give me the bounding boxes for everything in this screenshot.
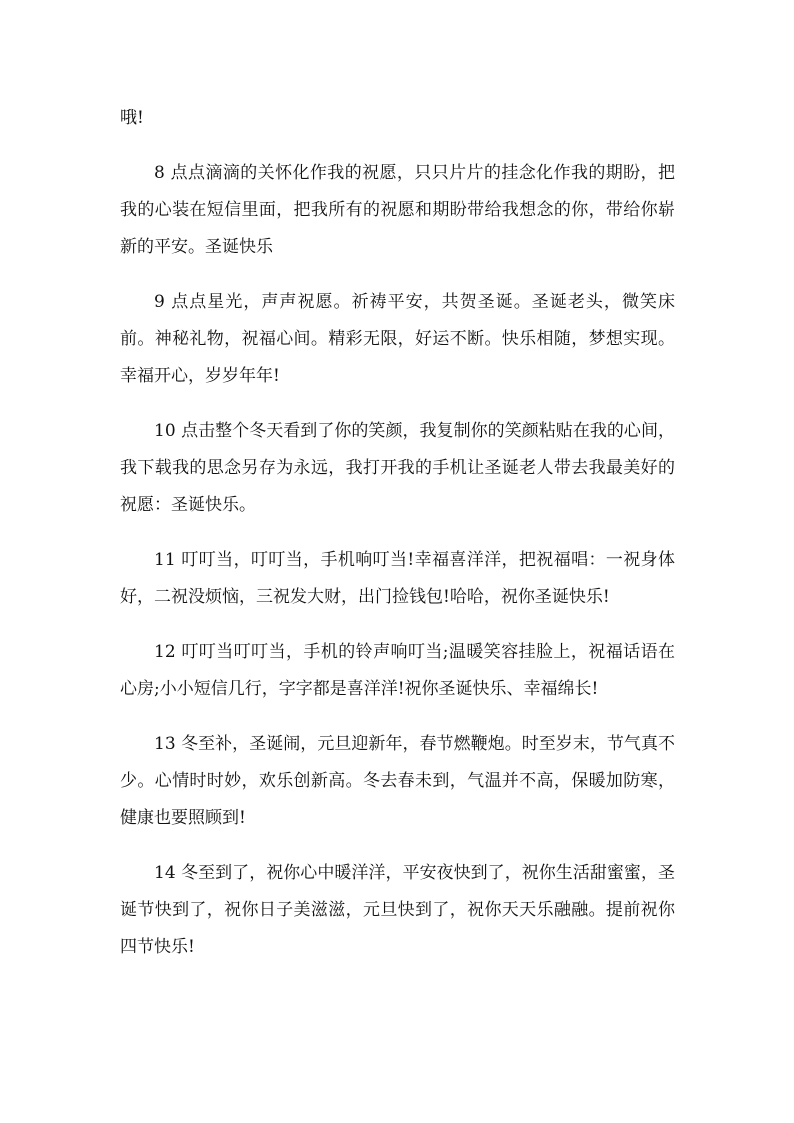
- paragraph-8: 8 点点滴滴的关怀化作我的祝愿，只只片片的挂念化作我的期盼，把我的心装在短信里面，把我所有的祝愿和期盼带给我想念的你，带给你崭新的平安。圣诞快乐: [120, 163, 675, 257]
- document-body: [120, 100, 675, 984]
- paragraph-13: 13 冬至补，圣诞闹，元旦迎新年，春节燃鞭炮。时至岁末，节气真不少。心情时时妙，欢乐创新高。冬去春未到，气温并不高，保暖加防寒，健康也要照顾到!: [120, 734, 675, 828]
- paragraph-14: 14 冬至到了，祝你心中暖洋洋，平安夜快到了，祝你生活甜蜜蜜，圣诞节快到了，祝你日子美滋滋，元旦快到了，祝你天天乐融融。提前祝你四节快乐!: [120, 863, 675, 957]
- paragraph-10: 10 点击整个冬天看到了你的笑颜，我复制你的笑颜粘贴在我的心间，我下载我的思念另存为永远，我打开我的手机让圣诞老人带去我最美好的祝愿：圣诞快乐。: [120, 421, 675, 515]
- paragraph-11: 11 叮叮当，叮叮当，手机响叮当!幸福喜洋洋，把祝福唱：一祝身体好，二祝没烦恼，三祝发大财，出门捡钱包!哈哈，祝你圣诞快乐!: [120, 550, 675, 607]
- paragraph-9: 9 点点星光，声声祝愿。祈祷平安，共贺圣诞。圣诞老头，微笑床前。神秘礼物，祝福心间。精彩无限，好运不断。快乐相随，梦想实现。幸福开心，岁岁年年!: [120, 292, 675, 386]
- paragraph-12: 12 叮叮当叮叮当，手机的铃声响叮当;温暖笑容挂脸上，祝福话语在心房;小小短信几行，字字都是喜洋洋!祝你圣诞快乐、幸福绵长!: [120, 642, 675, 699]
- paragraph-continuation: 哦!: [120, 108, 144, 128]
